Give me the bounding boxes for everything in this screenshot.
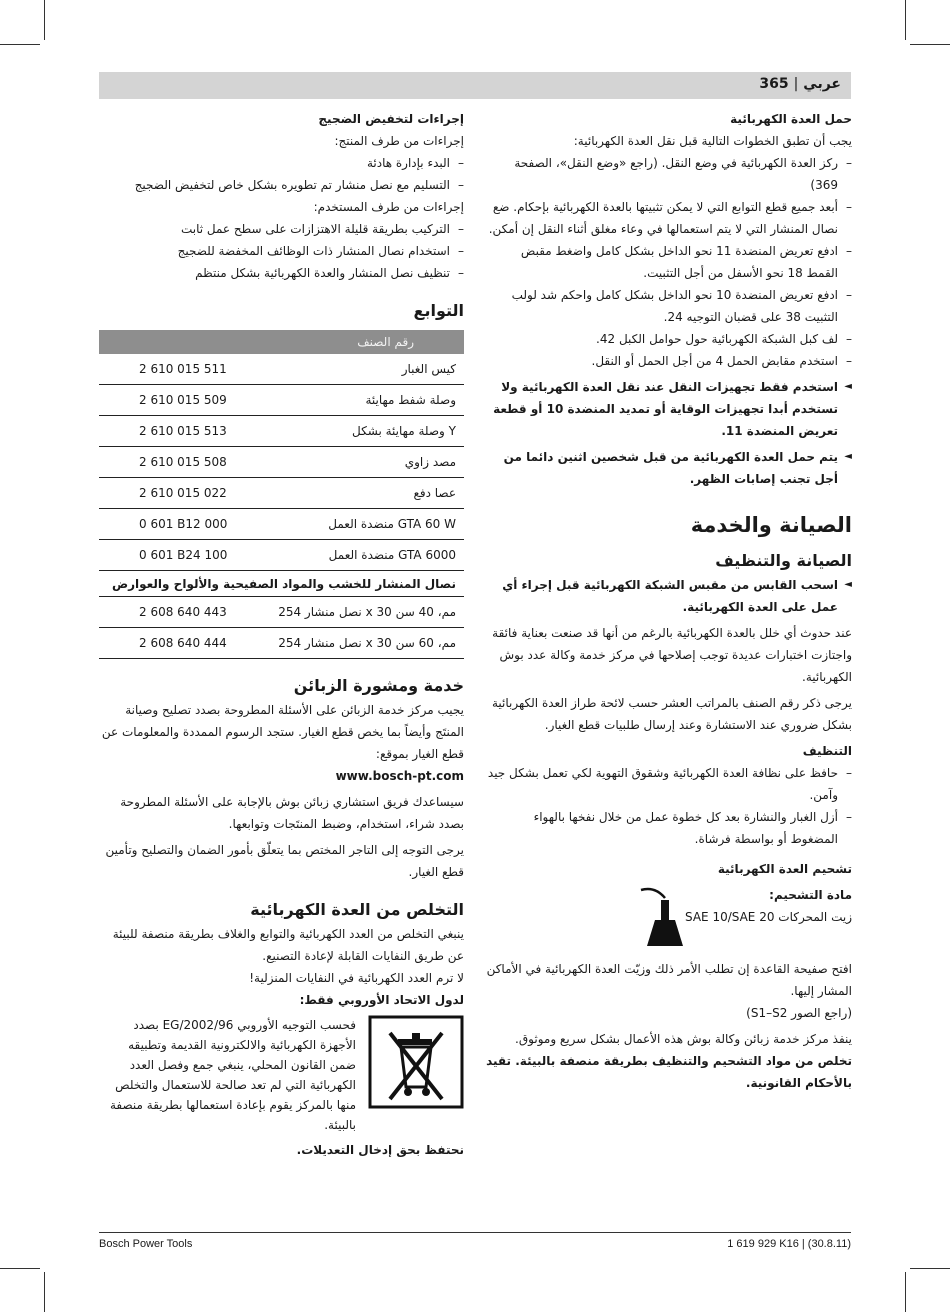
cleaning-title: التنظيف xyxy=(802,744,852,758)
table-cell-name: عصا دفع xyxy=(413,486,456,500)
table-row xyxy=(99,540,464,571)
lube-service: ينفذ مركز خدمة زبائن وكالة بوش هذه الأعمال بشكل سريع وموثوق. xyxy=(515,1032,852,1046)
header-language: عربي xyxy=(803,76,841,92)
table-cell-code: 2 610 015 509 xyxy=(139,393,227,407)
table-cell-code: 2 608 640 444 xyxy=(139,636,227,650)
table-cell-code: 2 610 015 508 xyxy=(139,455,227,469)
service-url[interactable]: www.bosch-pt.com xyxy=(335,769,464,783)
service-paragraph: يجيب مركز خدمة الزبائن على الأسئلة المطروحة بصدد تصليح وصيانة المنتَج وأيضاً بما يخص قطع الغيار. ستجد الرسوم الممددة والمعلومات عن قطع الغيار بموقع: xyxy=(101,703,464,761)
crop-mark xyxy=(905,1272,906,1312)
crop-mark xyxy=(910,1268,950,1269)
lube-text xyxy=(685,884,852,928)
table-cell-code: 0 601 B24 100 xyxy=(139,548,228,562)
maint-clean-title: الصيانة والتنظيف xyxy=(715,551,852,570)
table-row xyxy=(99,416,464,447)
noise-product-label: إجراءات من طرف المنتج: xyxy=(334,134,464,148)
disposal-paragraph: ينبغي التخلص من العدد الكهربائية والتوابع والغلاف بطريقة منصفة للبيئة عن طريق النفايات القابلة لإعادة التصنيع. xyxy=(112,927,464,963)
oil-can-icon xyxy=(635,884,685,950)
crop-mark xyxy=(905,0,906,40)
transport-bullet: – ركز العدة الكهربائية في وضع النقل. (راجع «وضع النقل»، الصفحة 369) xyxy=(486,152,852,196)
weee-block xyxy=(99,1015,464,1135)
page-number: 365 xyxy=(759,76,789,92)
table-cell-name: كيس الغبار xyxy=(401,362,456,376)
transport-warning: ◄ استخدم فقط تجهيزات النقل عند نقل العدة الكهربائية ولا تستخدم أبدا تجهيزات الوقاية أو تمديد المنضدة 10 أو قطعة تعريض المنضدة 11. xyxy=(486,376,852,442)
footer-doc-number: 1 619 929 K16 | (30.8.11) xyxy=(727,1238,851,1250)
right-column xyxy=(486,108,852,1094)
transport-bullet: – ادفع تعريض المنضدة 11 نحو الداخل بشكل كامل واضغط مقبض القمط 18 نحو الأسفل من أجل التثبيت. xyxy=(486,240,852,284)
table-row xyxy=(99,447,464,478)
transport-warning: ◄ يتم حمل العدة الكهربائية من قبل شخصين اثنين دائما من أجل تجنب إصابات الظهر. xyxy=(486,446,852,490)
table-row xyxy=(99,385,464,416)
disposal-eu-label: لدول الاتحاد الأوروبي فقط: xyxy=(299,993,464,1007)
crop-mark xyxy=(910,44,950,45)
table-row xyxy=(99,628,464,659)
table-cell-code: 2 608 640 443 xyxy=(139,605,227,619)
noise-bullet: – استخدام نصال المنشار ذات الوظائف المخفضة للضجيج xyxy=(99,240,464,262)
table-cell-name: نصل منشار 254 x 30 مم، 60 سن xyxy=(278,636,456,650)
table-cell-name: منضدة العمل GTA 60 W xyxy=(328,517,456,531)
disposal-title: التخلص من العدة الكهربائية xyxy=(250,900,464,919)
crossed-bin-icon xyxy=(368,1015,464,1109)
footer-brand: Bosch Power Tools xyxy=(99,1238,193,1250)
disposal-rights: نحتفظ بحق إدخال التعديلات. xyxy=(296,1143,464,1157)
service-paragraph: يرجى التوجه إلى التاجر المختص بما يتعلّق بأمور الضمان والتصليح وتأمين قطع الغيار. xyxy=(105,843,464,879)
table-row xyxy=(99,478,464,509)
transport-bullet: – استخدم مقابض الحمل 4 من أجل الحمل أو النقل. xyxy=(486,350,852,372)
crop-mark xyxy=(0,44,40,45)
table-cell-code: 0 601 B12 000 xyxy=(139,517,228,531)
crop-mark xyxy=(44,1272,45,1312)
table-header-cell: رقم الصنف xyxy=(357,335,414,349)
header-label: عربي|365 xyxy=(759,76,841,92)
maint-warning: ◄ اسحب القابس من مقبس الشبكة الكهربائية قبل إجراء أي عمل على العدة الكهربائية. xyxy=(486,574,852,618)
noise-bullet: – تنظيف نصل المنشار والعدة الكهربائية بشكل منتظم xyxy=(99,262,464,284)
transport-bullet: – أبعد جميع قطع التوابع التي لا يمكن تثبيتها بالعدة الكهربائية بإحكام. ضع نصال المنشار التي لا يتم استعمالها في وعاء مغلق أثناء النقل إن أمكن. xyxy=(486,196,852,240)
noise-bullet: – البدء بإدارة هادئة xyxy=(99,152,464,174)
table-cell-code: 2 610 015 022 xyxy=(139,486,227,500)
lube-paragraph: افتح صفيحة القاعدة إن تطلب الأمر ذلك وزيّت العدة الكهربائية في الأماكن المشار إليها. xyxy=(486,962,852,998)
service-title: خدمة ومشورة الزبائن xyxy=(293,676,464,695)
table-cell-name: وصلة مهايئة بشكل Y xyxy=(352,424,456,438)
cleaning-bullet: – أزل الغبار والنشارة بعد كل خطوة عمل من خلال نفخها بالهواء المضغوط أو بواسطة فرشاة. xyxy=(486,806,852,850)
noise-user-label: إجراءات من طرف المستخدم: xyxy=(313,200,464,214)
transport-bullet: – ادفع تعريض المنضدة 10 نحو الداخل بشكل كامل واحكم شد لولب التثبيت 38 على قضبان التوجيه 24. xyxy=(486,284,852,328)
crop-mark xyxy=(0,1268,40,1269)
table-cell-code: 2 610 015 511 xyxy=(139,362,227,376)
lube-title: تشحيم العدة الكهربائية xyxy=(717,862,852,876)
table-header xyxy=(99,330,464,354)
table-cell-name: مصد زاوي xyxy=(404,455,456,469)
weee-text: فحسب التوجيه الأوروبي 2002/96/EG بصدد الأجهزة الكهربائية والالكترونية القديمة وتطبيقه ضمن القانون المحلي، ينبغي جمع وفصل العدد الكهربائية التي لم تعد صالحة للاستعمال والتخلص منها بالمركز يقوم بإعادة استعمالها بطريقة منصفة بالبيئة. xyxy=(110,1018,356,1132)
noise-bullet: – التركيب بطريقة قليلة الاهتزازات على سطح عمل ثابت xyxy=(99,218,464,240)
lube-block xyxy=(486,884,852,950)
table-cell-name: وصلة شفط مهايئة xyxy=(365,393,456,407)
lube-reference: (راجع الصور S1–S2) xyxy=(746,1006,852,1020)
table-row xyxy=(99,354,464,385)
table-cell-code: 2 610 015 513 xyxy=(139,424,227,438)
transport-bullet: – لف كبل الشبكة الكهربائية حول حوامل الكبل 42. xyxy=(486,328,852,350)
table-row xyxy=(99,597,464,628)
table-section-row: نصال المنشار للخشب والمواد الصفيحية والألواح والعوارض xyxy=(99,571,464,597)
service-paragraph: سيساعدك فريق استشاري زبائن بوش بالإجابة على الأسئلة المطروحة بصدد شراء، استخدام، وضبط المنتَجات وتوابعها. xyxy=(120,795,464,831)
crop-mark xyxy=(44,0,45,40)
accessories-table xyxy=(99,330,464,659)
lube-label: مادة التشحيم: xyxy=(769,888,852,902)
noise-bullet: – التسليم مع نصل منشار تم تطويره بشكل خاص لتخفيض الضجيج xyxy=(99,174,464,196)
lube-dispose: تخلص من مواد التشحيم والتنظيف بطريقة منصفة بالبيئة. تقيد بالأحكام القانونية. xyxy=(486,1054,852,1090)
accessories-title: التوابع xyxy=(413,301,464,320)
transport-intro: يجب أن تطبق الخطوات التالية قبل نقل العدة الكهربائية: xyxy=(573,134,852,148)
noise-title: إجراءات لتخفيض الضجيج xyxy=(318,112,464,126)
lube-value: زيت المحركات SAE 10/SAE 20 xyxy=(685,910,852,924)
table-row xyxy=(99,509,464,540)
table-cell-name: منضدة العمل GTA 6000 xyxy=(328,548,456,562)
cleaning-bullet: – حافظ على نظافة العدة الكهربائية وشقوق التهوية لكي تعمل بشكل جيد وآمن. xyxy=(486,762,852,806)
disposal-paragraph: لا ترم العدد الكهربائية في النفايات المنزلية! xyxy=(249,971,464,985)
maint-paragraph: يرجى ذكر رقم الصنف بالمراتب العشر حسب لائحة طراز العدة الكهربائية بشكل ضروري عند الاستشارة وعند إرسال طلبيات قطع الغيار. xyxy=(491,696,852,732)
table-cell-name: نصل منشار 254 x 30 مم، 40 سن xyxy=(278,605,456,619)
left-column xyxy=(99,108,464,1161)
maintenance-title: الصيانة والخدمة xyxy=(690,513,852,537)
footer-divider xyxy=(99,1232,851,1233)
maint-paragraph: عند حدوث أي خلل بالعدة الكهربائية بالرغم من أنها قد صنعت بعناية فائقة واجتازت اختبارات عديدة توجب إصلاحها في مركز خدمة وكالة عدد بوش الكهربائية. xyxy=(492,626,852,684)
page-header xyxy=(99,72,851,99)
transport-title: حمل العدة الكهربائية xyxy=(730,112,852,126)
